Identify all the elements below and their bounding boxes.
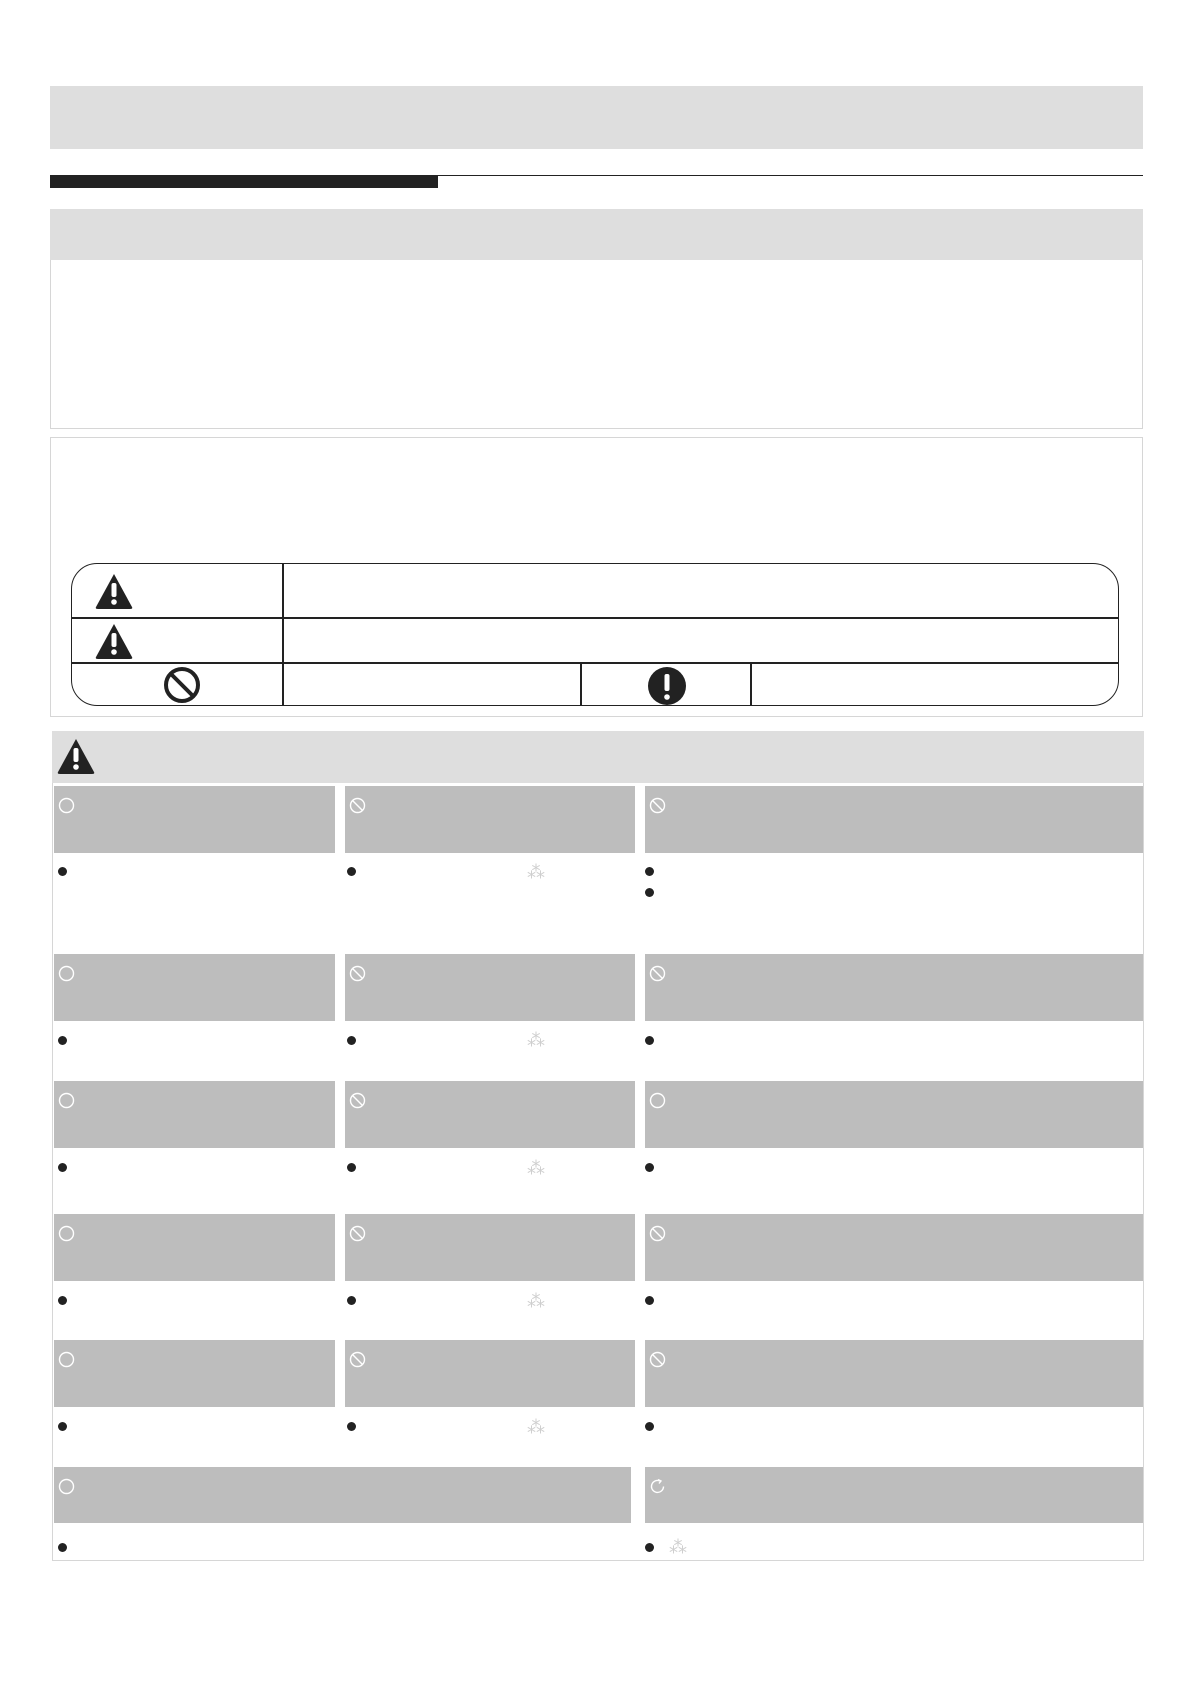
- list-bullet: [645, 867, 654, 876]
- list-bullet: [645, 1163, 654, 1172]
- outline-circle-icon: [58, 797, 75, 814]
- instruction-card-header: [54, 1467, 631, 1523]
- legend-divider: [750, 663, 752, 706]
- warning-triangle-icon: [94, 572, 134, 610]
- prohibited-icon: [649, 1351, 666, 1368]
- list-bullet: [645, 1036, 654, 1045]
- faint-glyph: ⁂: [527, 1158, 545, 1179]
- prohibited-icon: [349, 1092, 366, 1109]
- faint-glyph: ⁂: [669, 1537, 687, 1558]
- instruction-card-header: [54, 1214, 335, 1281]
- warning-triangle-icon: [56, 737, 96, 780]
- prohibited-icon: [163, 666, 201, 704]
- outline-circle-icon: [58, 1351, 75, 1368]
- list-bullet: [645, 1296, 654, 1305]
- prohibited-icon: [349, 965, 366, 982]
- faint-glyph: ⁂: [527, 1291, 545, 1312]
- instruction-card-header: [54, 1081, 335, 1148]
- symbol-legend-table: [71, 563, 1119, 706]
- instruction-card-header: [645, 954, 1143, 1021]
- instruction-card-header: [54, 1340, 335, 1407]
- list-bullet: [58, 1163, 67, 1172]
- instruction-card-header: [54, 954, 335, 1021]
- list-bullet: [347, 1422, 356, 1431]
- warning-section-header: [52, 731, 1144, 783]
- instruction-card-header: [345, 786, 635, 853]
- list-bullet: [58, 1422, 67, 1431]
- instruction-card-header: [345, 954, 635, 1021]
- instruction-card-header: [345, 1081, 635, 1148]
- faint-glyph: ⁂: [527, 1030, 545, 1051]
- list-bullet: [58, 1036, 67, 1045]
- instruction-card-header: [645, 786, 1143, 853]
- instruction-card-header: [345, 1214, 635, 1281]
- list-bullet: [347, 867, 356, 876]
- list-bullet: [58, 867, 67, 876]
- mandatory-action-icon: [647, 666, 687, 706]
- instruction-card-header: [645, 1467, 1143, 1523]
- section-rule-accent: [50, 176, 438, 188]
- list-bullet: [58, 1296, 67, 1305]
- outline-circle-icon: [58, 1478, 75, 1495]
- prohibited-icon: [649, 965, 666, 982]
- faint-glyph: ⁂: [527, 862, 545, 883]
- instruction-card-header: [54, 786, 335, 853]
- faint-glyph: ⁂: [527, 1417, 545, 1438]
- outline-circle-icon: [649, 1092, 666, 1109]
- list-bullet: [347, 1163, 356, 1172]
- prohibited-icon: [349, 797, 366, 814]
- list-bullet: [645, 1422, 654, 1431]
- instruction-card-header: [645, 1340, 1143, 1407]
- list-bullet: [347, 1296, 356, 1305]
- caution-triangle-icon: [94, 622, 134, 660]
- prohibited-icon: [649, 797, 666, 814]
- legend-divider: [72, 617, 1119, 619]
- prohibited-icon: [349, 1351, 366, 1368]
- legend-divider: [72, 662, 1119, 664]
- list-bullet: [347, 1036, 356, 1045]
- outline-circle-icon: [58, 1225, 75, 1242]
- legend-divider: [580, 663, 582, 706]
- list-bullet: [645, 1543, 654, 1552]
- instruction-card-header: [645, 1214, 1143, 1281]
- rotate-circle-icon: [649, 1478, 666, 1495]
- prohibited-icon: [349, 1225, 366, 1242]
- instruction-card-header: [345, 1340, 635, 1407]
- legend-divider: [282, 564, 284, 706]
- list-bullet: [645, 888, 654, 897]
- prohibited-icon: [649, 1225, 666, 1242]
- intro-section-header: [50, 209, 1143, 260]
- title-band: [50, 86, 1143, 149]
- outline-circle-icon: [58, 965, 75, 982]
- list-bullet: [58, 1543, 67, 1552]
- instruction-card-header: [645, 1081, 1143, 1148]
- outline-circle-icon: [58, 1092, 75, 1109]
